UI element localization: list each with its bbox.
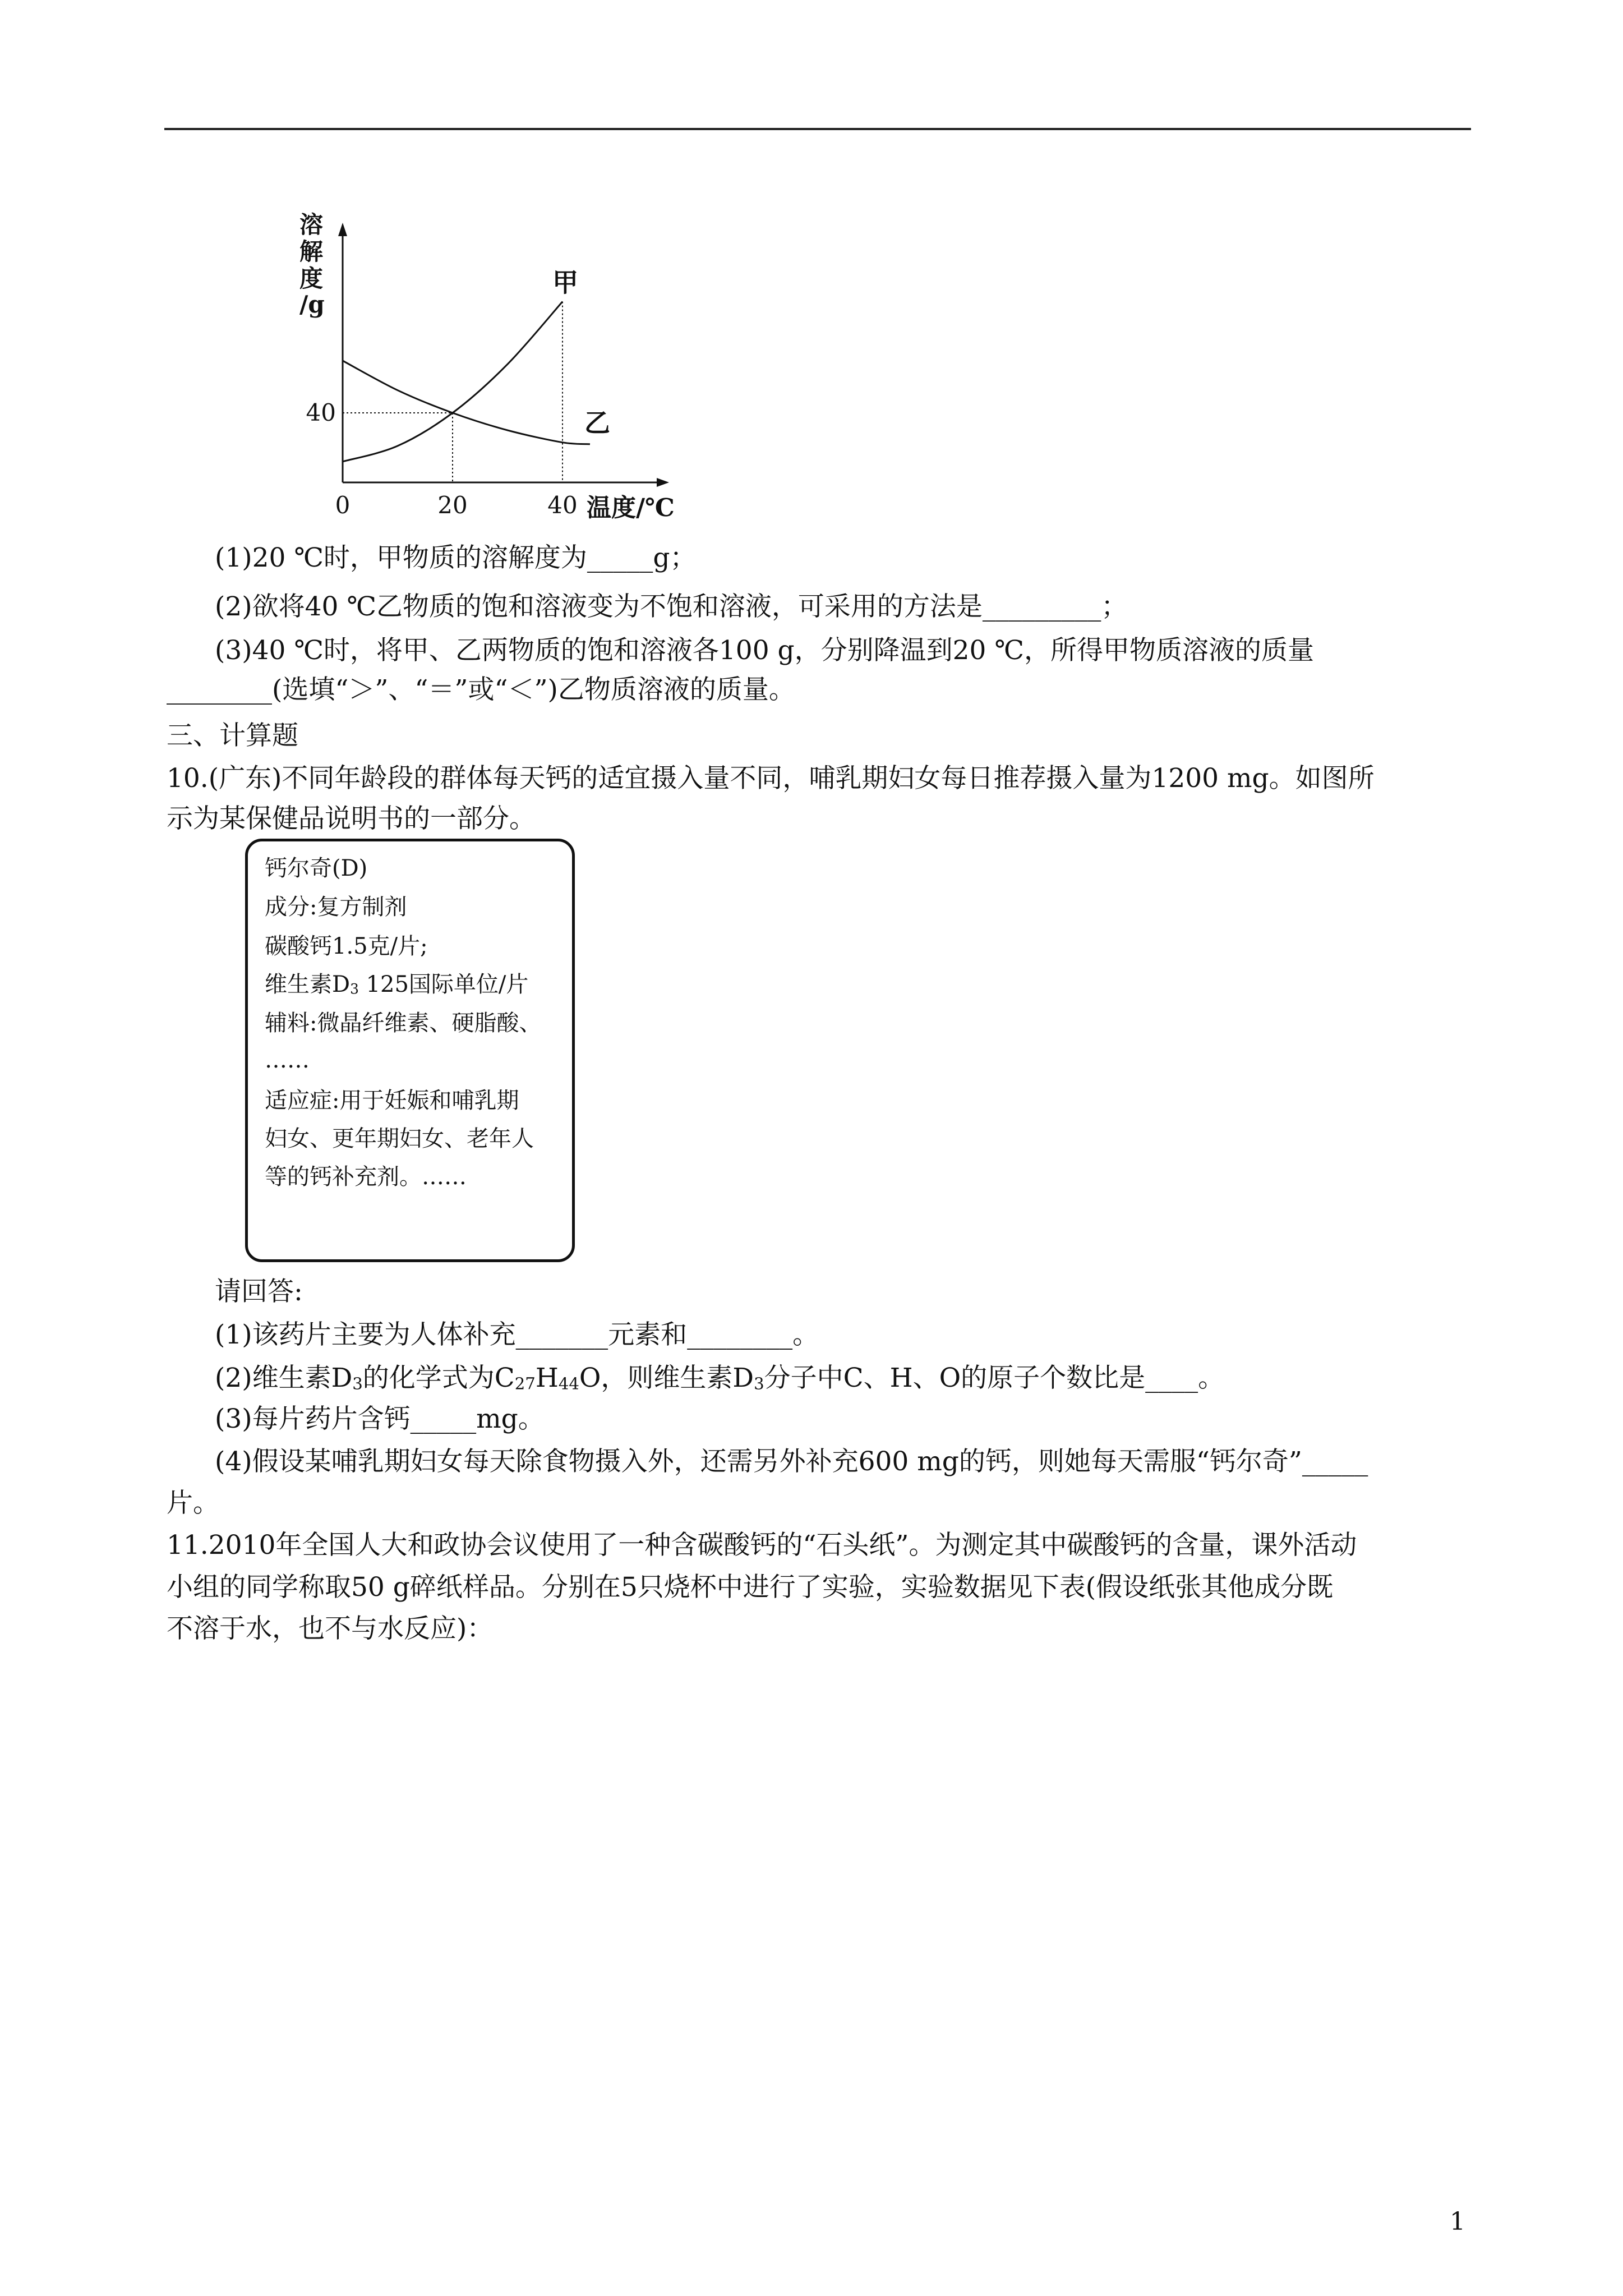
q10-2-text-c: H	[535, 1363, 559, 1393]
please-answer-prompt: 请回答:	[215, 1276, 303, 1307]
label-calcium-carbonate: 碳酸钙1.5克/片;	[265, 933, 428, 959]
x-tick-label: 40	[547, 491, 578, 519]
question-9-part-2: (2)欲将40 ℃乙物质的饱和溶液变为不饱和溶液，可采用的方法是_________；	[215, 591, 1128, 622]
label-vitamin-d3-dose: 125国际单位/片	[366, 972, 529, 997]
q10-2-text-d: O，则维生素D	[579, 1363, 754, 1393]
question-10-part-3: (3)每片药片含钙_____mg。	[215, 1404, 545, 1434]
x-tick-label: 0	[335, 491, 351, 519]
series-label-2: 乙	[584, 407, 610, 438]
x-tick-label: 20	[437, 491, 468, 519]
label-indications-line-1: 适应症:用于妊娠和哺乳期	[265, 1088, 519, 1114]
question-11-line-2: 小组的同学称取50 g碎纸样品。分别在5只烧杯中进行了实验，实验数据见下表(假设纸张其他成分既	[167, 1572, 1334, 1603]
question-10-intro-line-1: 10.(广东)不同年龄段的群体每天钙的适宜摄入量不同，哺乳期妇女每日推荐摄入量为1200 mg。如图所	[167, 763, 1375, 794]
y-axis-label: 溶	[299, 211, 324, 238]
y-axis-label: /g	[299, 291, 325, 318]
question-10-part-1: (1)该药片主要为人体补充_______元素和________。	[215, 1319, 819, 1350]
label-vitamin-d3	[265, 969, 528, 1005]
q10-2-sub-27: 27	[514, 1374, 536, 1393]
x-axis-label: 温度/℃	[587, 494, 675, 522]
label-indications-line-2: 妇女、更年期妇女、老年人	[265, 1126, 534, 1152]
label-ellipsis: ……	[265, 1047, 310, 1073]
question-11-line-3: 不溶于水，也不与水反应)：	[167, 1613, 494, 1644]
y-axis-arrow	[338, 223, 347, 236]
q10-2-text-e: 分子中C、H、O的原子个数比是____。	[764, 1363, 1225, 1393]
section-heading-calculation: 三、计算题	[167, 720, 298, 751]
question-9-part-3-line-1: (3)40 ℃时，将甲、乙两物质的饱和溶液各100 g，分别降温到20 ℃，所得甲物质溶液的质量	[215, 635, 1314, 666]
q10-2-sub-d3: 3	[352, 1374, 363, 1393]
header-rule	[164, 128, 1471, 130]
q10-2-text-a: (2)维生素D	[215, 1363, 353, 1393]
question-10-part-4-line-2: 片。	[167, 1488, 219, 1519]
y-axis-label: 度	[299, 265, 324, 292]
question-9-part-1: (1)20 ℃时，甲物质的溶解度为_____g；	[215, 542, 697, 573]
label-vitamin-d3-name: 维生素D	[265, 972, 351, 997]
question-9-part-3-line-2: ________(选填“＞”、“＝”或“＜”)乙物质溶液的质量。	[167, 674, 795, 705]
label-product-name: 钙尔奇(D)	[265, 855, 368, 881]
label-indications-line-3: 等的钙补充剂。……	[265, 1164, 467, 1190]
q10-2-text-b: 的化学式为C	[362, 1363, 515, 1393]
question-10-part-4-line-1: (4)假设某哺乳期妇女每天除食物摄入外，还需另外补充600 mg的钙，则她每天需服“钙尔奇”_____	[215, 1446, 1368, 1477]
series-label-1: 甲	[552, 267, 578, 298]
label-vitamin-d3-subscript: 3	[350, 981, 359, 997]
page-number: 1	[1450, 2207, 1465, 2236]
question-11-line-1: 11.2010年全国人大和政协会议使用了一种含碳酸钙的“石头纸”。为测定其中碳酸钙的含量，课外活动	[167, 1530, 1357, 1561]
question-10-intro-line-2: 示为某保健品说明书的一部分。	[167, 803, 536, 834]
x-axis-arrow	[657, 478, 669, 487]
q10-2-sub-d3-second: 3	[754, 1374, 764, 1393]
solubility-chart	[286, 210, 712, 530]
label-composition: 成分:复方制剂	[265, 894, 407, 920]
y-axis-label: 解	[299, 238, 324, 265]
y-tick-label: 40	[306, 399, 336, 426]
q10-2-sub-44: 44	[558, 1374, 579, 1393]
label-excipients: 辅料:微晶纤维素、硬脂酸、	[265, 1010, 542, 1036]
question-10-part-2	[215, 1361, 1224, 1400]
